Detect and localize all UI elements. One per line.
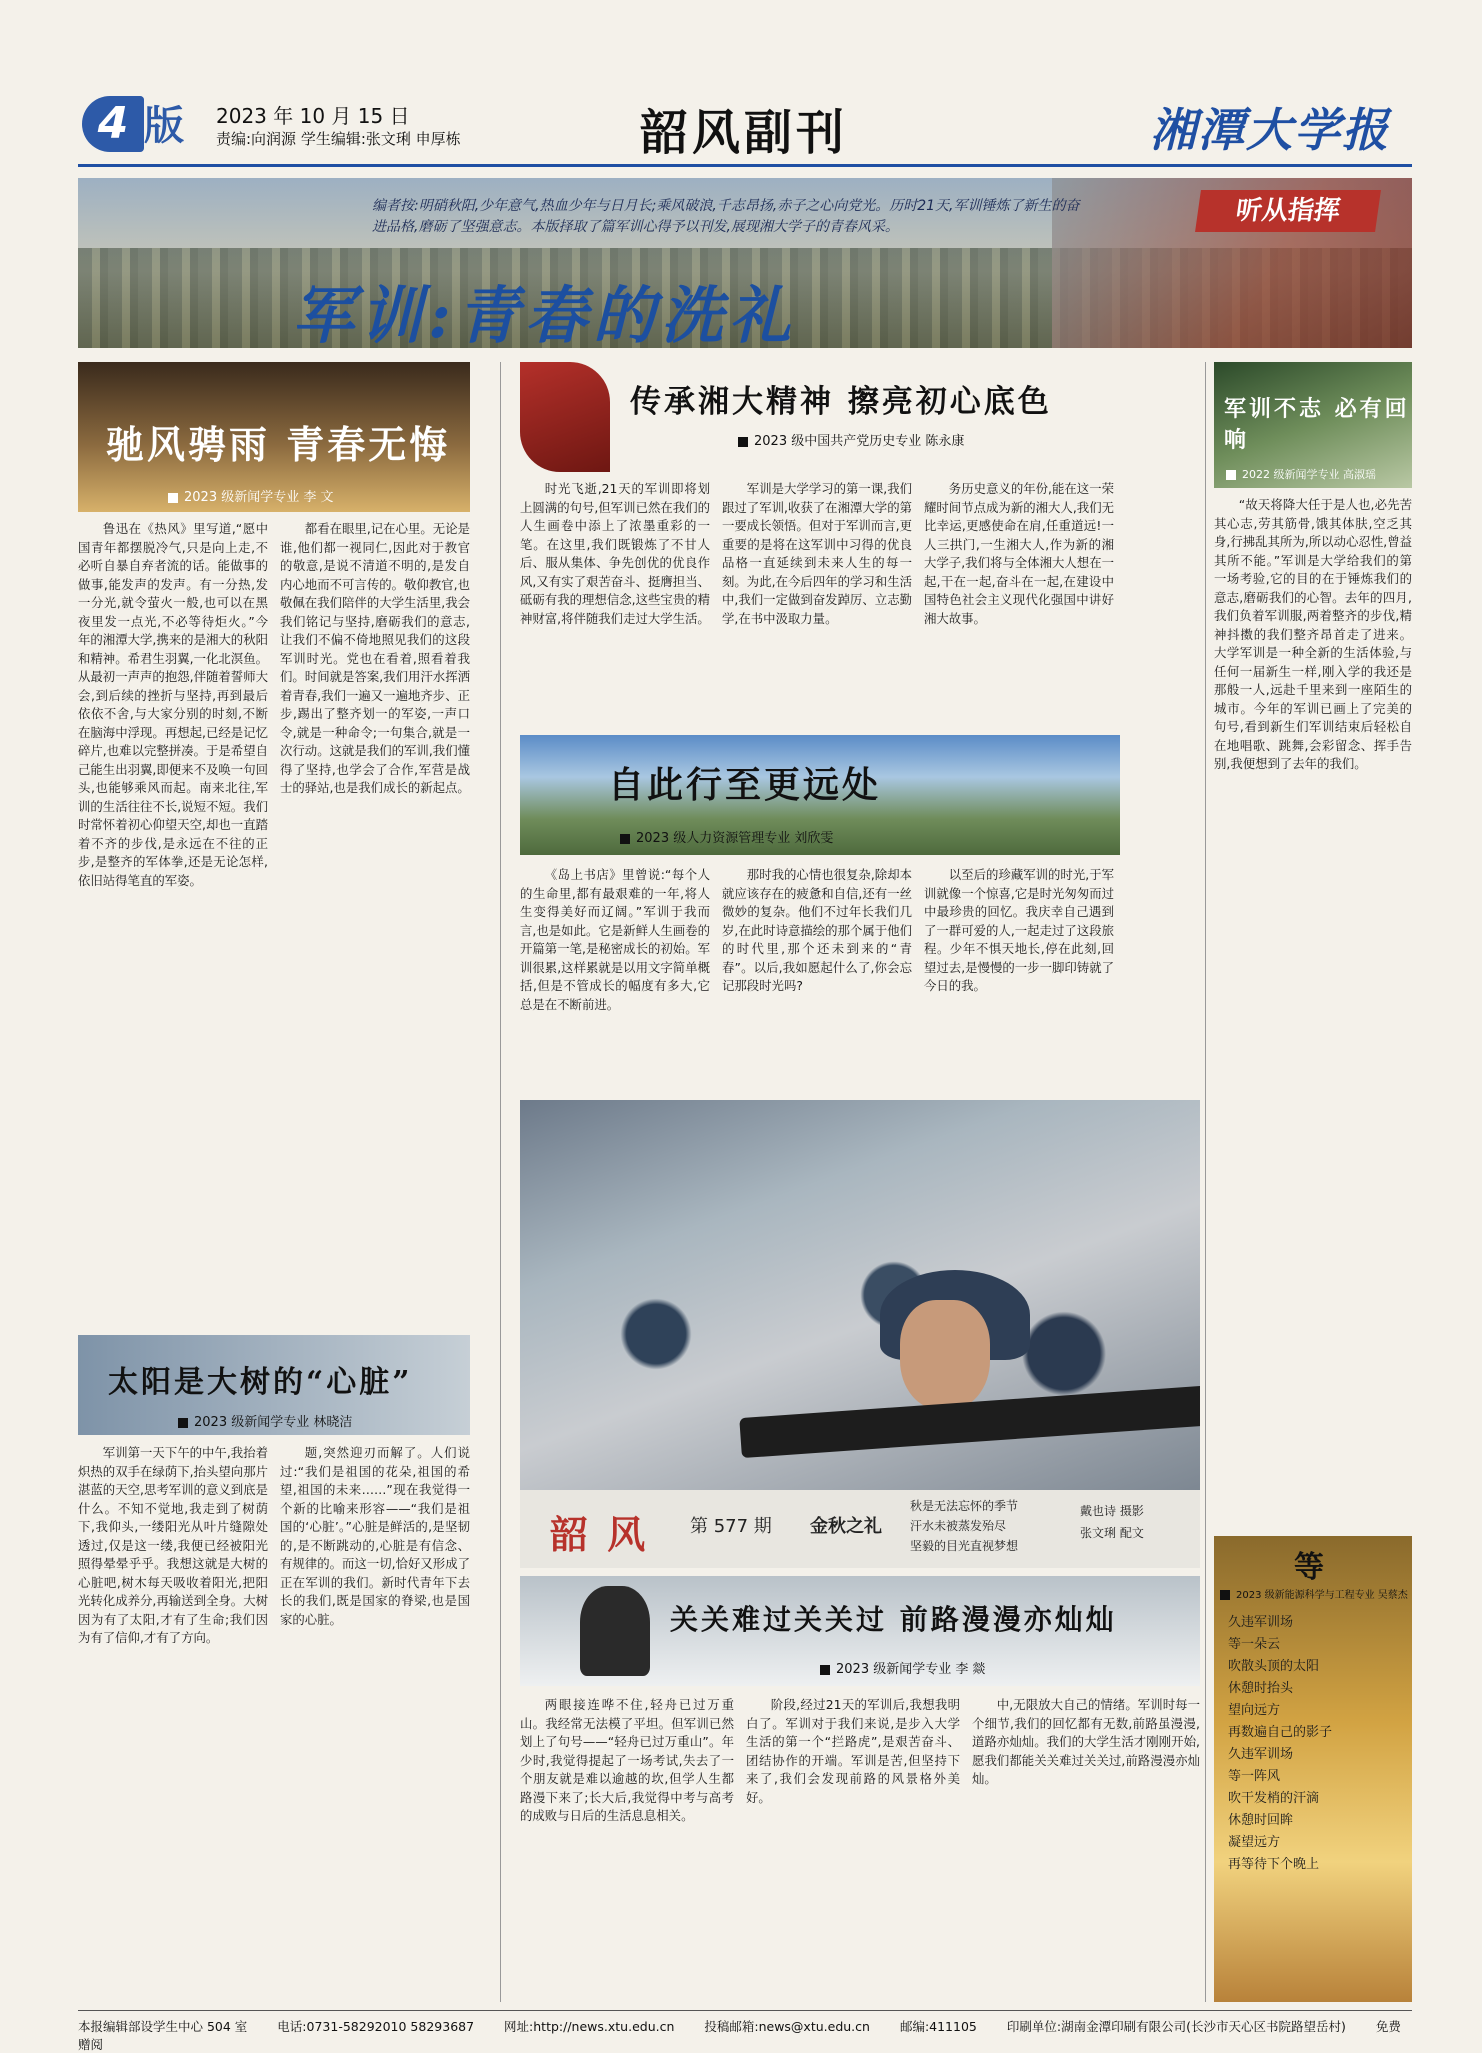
article4-title: 自此行至更远处 bbox=[608, 764, 882, 806]
article6-text: “故天将降大任于是人也,必先苦其心志,劳其筋骨,饿其体肤,空乏其身,行拂乱其所为,所以动心忍性,曾益其所不能。”军训是大学给我们的第一场考验,它的目的在于锤炼我们的意志,磨砺我们的心智。去年的四月,我们负着军训服,两着整齐的步伐,精神抖擞的我们整齐昂首走了进来。大学军训是一种全新的生活体验,与任何一届新生一样,刚入学的我还是那般一人,远赴千里来到一座陌生的城市。今年的军训已画上了完美的句号,看到新生们军训结束后轻松自在地唱歌、跳舞,会彩留念、挥手告别,我便想到了去年的我们。 bbox=[1214, 497, 1412, 771]
article1-byline bbox=[168, 486, 333, 505]
poem-line: 望向远方 bbox=[1228, 1703, 1281, 1718]
article5-text-3: 中,无限放大自己的情绪。军训时每一个细节,我们的回忆都有无数,前路虽漫漫,道路亦灿灿。我们的大学生活才刚刚开始,愿我们都能关关难过关关过,前路漫漫亦灿灿。 bbox=[972, 1697, 1200, 1786]
article5-column-3 bbox=[972, 1696, 1200, 2001]
poem-caption-bar bbox=[520, 1490, 1200, 1568]
poem-column-header: 韶 风 bbox=[550, 1512, 649, 1557]
poem-credits bbox=[1080, 1500, 1144, 1544]
poem-line: 休憩时抬头 bbox=[1228, 1681, 1294, 1696]
article4-column-1 bbox=[520, 866, 710, 1091]
article3-column-3 bbox=[924, 480, 1114, 725]
poem-line: 吹散头顶的太阳 bbox=[1228, 1659, 1320, 1674]
footer-office: 本报编辑部设学生中心 504 室 bbox=[78, 2019, 248, 2034]
article3-column-1 bbox=[520, 480, 710, 725]
poem-title: 金秋之礼 bbox=[810, 1516, 882, 1537]
article5-column-1 bbox=[520, 1696, 734, 2001]
article5-text-1: 两眼接连哗不住,轻舟已过万重山。我经常无法模了平坦。但军训已然划上了句号——“轻舟已过万重山”。年少时,我觉得提起了一场考试,失去了一个朋友就是难以逾越的坎,但学人生都路漫下来了;长大后,我觉得中考与高考的成败与日后的生活息息相关。 bbox=[520, 1697, 734, 1823]
page-number-badge: 4 bbox=[82, 96, 144, 152]
article6-byline bbox=[1226, 466, 1376, 482]
article5-header-image bbox=[520, 1576, 1200, 1686]
poem-line: 吹干发梢的汗滴 bbox=[1228, 1791, 1320, 1806]
page-title: 韶风副刊 bbox=[640, 105, 849, 161]
article6-title: 军训不志 必有回响 bbox=[1224, 396, 1410, 453]
article1-column-1 bbox=[78, 520, 268, 1320]
article7-poem-lines bbox=[1228, 1612, 1406, 1876]
footer-web-link[interactable]: 网址:http://news.xtu.edu.cn bbox=[504, 2019, 675, 2034]
article2-header-image bbox=[78, 1335, 470, 1435]
article1-text-2: 都看在眼里,记在心里。无论是谁,他们都一视同仁,因此对于教官的敬意,是说不清道不明的,是发自内心地而不可言传的。敬仰教官,也敬佩在我们陪伴的大学生活里,我会我们铭记与坚持,磨砺我们的意志,让我们不偏不倚地照见我们的这段军训时光。党也在看着,照看着我们。时间就是答案,我们用汗水挥洒着青春,我们一遍又一遍地齐步、正步,踢出了整齐划一的军姿,一声口令,就是一种命令;一句集合,就是一次行动。这就是我们的军训,我们懂得了坚持,也学会了合作,军营是战士的驿站,也是我们成长的新起点。 bbox=[280, 521, 470, 795]
article1-text-1: 鲁迅在《热风》里写道,“愿中国青年都摆脱冷气,只是向上走,不必听自暴自弃者流的话。能做事的做事,能发声的发声。有一分热,发一分光,就令萤火一般,也可以在黑夜里发一点光,不必等待炬火。”今年的湘潭大学,携来的是湘大的秋阳和精神。希君生羽翼,一化北溟鱼。从最初一声声的抱怨,伴随着誓师大会,到后续的挫折与坚持,再到最后依依不舍,与大家分别的时刻,不断在脑海中浮现。再想起,已经是记忆碎片,也难以完整拼凑。于是希望自己能生出羽翼,即便来不及唤一句回头,也能够乘风而起。南来北往,军训的生活往往不长,说短不短。我们时常怀着初心仰望天空,却也一直踏着不齐的步伐,是永远在不往的正步,是整齐的军体拳,还是无论怎样,依旧站得笔直的军姿。 bbox=[78, 521, 268, 888]
military-training-photo bbox=[520, 1100, 1200, 1490]
article2-byline-text: 2023 级新闻学专业 林晓洁 bbox=[194, 1415, 353, 1430]
article2-byline bbox=[178, 1411, 352, 1430]
photo-credit: 戴也诗 摄影 bbox=[1080, 1504, 1144, 1518]
newspaper-logo: 湘潭大学报 bbox=[1150, 103, 1390, 157]
header-rule bbox=[78, 164, 1412, 167]
poem-line: 等一朵云 bbox=[1228, 1637, 1281, 1652]
article2-column-1 bbox=[78, 1444, 268, 1999]
article4-byline-text: 2023 级人力资源管理专业 刘欣雯 bbox=[636, 831, 834, 846]
article6-header-image bbox=[1214, 362, 1412, 488]
poem-line: 凝望远方 bbox=[1228, 1835, 1281, 1850]
footer-email[interactable]: 投稿邮箱:news@xtu.edu.cn bbox=[704, 2019, 870, 2034]
article2-text-1: 军训第一天下午的中午,我抬着炽热的双手在绿荫下,抬头望向那片湛蓝的天空,思考军训的意义到底是什么。不知不觉地,我走到了树荫下,我仰头,一缕阳光从叶片缝隙处透过,仅是这一缕,我便已经被阳光照得晕晕乎乎。我想这就是大树的心脏吧,树木每天吸收着阳光,把阳光转化成养分,再输送到全身。大树因为有了太阳,才有了生命;我们因为有了信仰,才有了方向。 bbox=[78, 1445, 268, 1645]
footer-post: 邮编:411105 bbox=[899, 2019, 977, 2034]
article3-byline bbox=[738, 430, 964, 449]
footer bbox=[78, 2010, 1412, 2053]
article1-title: 驰风骋雨 青春无悔 bbox=[106, 422, 451, 467]
editors-line: 责编:向润源 学生编辑:张文琍 申厚栋 bbox=[216, 130, 461, 148]
poem-line: 休憩时回眸 bbox=[1228, 1813, 1294, 1828]
photo-student-face bbox=[900, 1300, 990, 1410]
poem-line: 等一阵风 bbox=[1228, 1769, 1281, 1784]
poem-line: 汗水未被蒸发殆尽 bbox=[910, 1519, 1007, 1533]
footer-printer: 印刷单位:湖南金潭印刷有限公司(长沙市天心区书院路望岳村) bbox=[1006, 2019, 1346, 2034]
article2-text-2: 题,突然迎刃而解了。人们说过:“我们是祖国的花朵,祖国的希望,祖国的未来……”现在我觉得一个新的比喻来形容——“我们是祖国的‘心脏’。”心脏是鲜活的,是坚韧的,是不断跳动的,心脏是有信念、有规律的。而这一切,恰好又形成了正在军训的我们。新时代青年下去长的我们,既是国家的脊梁,也是国家的心脏。 bbox=[280, 1445, 470, 1627]
poem-line: 久违军训场 bbox=[1228, 1747, 1294, 1762]
article2-column-2 bbox=[280, 1444, 470, 1999]
article5-title: 关关难过关关过 前路漫漫亦灿灿 bbox=[670, 1603, 1117, 1636]
footer-phone: 电话:0731-58292010 58293687 bbox=[277, 2019, 475, 2034]
footer-free: 免费赠阅 bbox=[78, 2019, 1401, 2052]
banner-title: 军训:青春的洗礼 bbox=[292, 279, 797, 352]
article2-title: 太阳是大树的“心脏” bbox=[108, 1365, 413, 1400]
article4-column-3 bbox=[924, 866, 1114, 1091]
poem-line: 坚毅的目光直视梦想 bbox=[910, 1539, 1019, 1553]
article3-text-3: 务历史意义的年份,能在这一荣耀时间节点成为新的湘大人,我们无比幸运,更感使命在肩,任重道远!一人三拱门,一生湘大人,作为新的湘大学子,我们将与全体湘大人想在一起,干在一起,奋斗在一起,在建设中国特色社会主义现代化强国中讲好湘大故事。 bbox=[924, 481, 1114, 626]
article7-poem-panel bbox=[1214, 1536, 1412, 2002]
article7-byline bbox=[1220, 1586, 1408, 1601]
poem-lines bbox=[910, 1496, 1018, 1556]
poem-issue: 第 577 期 bbox=[690, 1516, 772, 1537]
article4-text-3: 以至后的珍藏军训的时光,于军训就像一个惊喜,它是时光匆匆而过中最珍贵的回忆。我庆幸自己遇到了一群可爱的人,一起走过了这段旅程。少年不惧天地长,停在此刻,回望过去,是慢慢的一步一脚印铸就了今日的我。 bbox=[924, 867, 1114, 993]
poem-line: 再等待下个晚上 bbox=[1228, 1857, 1320, 1872]
article3-text-2: 军训是大学学习的第一课,我们跟过了军训,收获了在湘潭大学的第一要成长领悟。但对于军训而言,更重要的是将在这军训中习得的优良品格一直延续到未来人生的每一刻。为此,在今后四年的学习和生活中,我们一定做到奋发踔厉、立志勤学,在书中汲取力量。 bbox=[722, 481, 912, 626]
poem-line: 秋是无法忘怀的季节 bbox=[910, 1499, 1019, 1513]
article3-header-image bbox=[520, 362, 610, 472]
article7-byline-text: 2023 级新能源科学与工程专业 吴蔡杰 bbox=[1236, 1590, 1408, 1601]
text-credit: 张文琍 配文 bbox=[1080, 1526, 1144, 1540]
editor-note: 编者按:明硝秋阳,少年意气,热血少年与日月长;乘风破浪,千志昂扬,赤子之心向党光。历时21天,军训锤炼了新生的奋进品格,磨砺了坚强意志。本版择取了篇军训心得予以刊发,展现湘大学子的青春风采。 bbox=[372, 198, 1080, 235]
column-divider bbox=[1205, 362, 1206, 2002]
article3-byline-text: 2023 级中国共产党历史专业 陈永康 bbox=[754, 434, 965, 449]
banner-sign: 听从指挥 bbox=[1195, 190, 1381, 232]
article6-byline-text: 2022 级新闻学专业 高淑瑶 bbox=[1242, 468, 1376, 481]
article4-column-2 bbox=[722, 866, 912, 1091]
article7-title: 等 bbox=[1294, 1550, 1327, 1585]
article6-column bbox=[1214, 496, 1412, 1516]
article1-header-image bbox=[78, 362, 470, 512]
article3-column-2 bbox=[722, 480, 912, 725]
article1-column-2 bbox=[280, 520, 470, 1320]
issue-date: 2023 年 10 月 15 日 bbox=[216, 104, 410, 128]
poem-line: 久违军训场 bbox=[1228, 1615, 1294, 1630]
article4-byline bbox=[620, 827, 833, 846]
article4-text-2: 那时我的心情也很复杂,除却本就应该存在的疲惫和自信,还有一丝微妙的复杂。他们不过年长我们几岁,在此时诗意描绘的那个属于他们的时代里,那个还未到来的“青春”。以后,我如愿起什么了,你会忘记那段时光吗? bbox=[722, 867, 912, 993]
article5-byline-text: 2023 级新闻学专业 李 燚 bbox=[836, 1662, 986, 1677]
article3-text-1: 时光飞逝,21天的军训即将划上圆满的句号,但军训已然在我们的人生画卷中添上了浓墨重彩的一笔。在这里,我们既锻炼了不甘人后、服从集体、争先创优的优良作风,又有实了艰苦奋斗、挺膺担当、砥砺有我的理想信念,这些宝贵的精神财富,将伴随我们走过大学生活。 bbox=[520, 481, 710, 626]
poem-line: 再数遍自己的影子 bbox=[1228, 1725, 1333, 1740]
article4-text-1: 《岛上书店》里曾说:“每个人的生命里,都有最艰难的一年,将人生变得美好而辽阔。”军训于我而言,也是如此。它是新鲜人生画卷的开篇第一笔,是秘密成长的初始。军训很累,这样累就是以用文字简单概括,但是不管成长的幅度有多大,它总是在不断前进。 bbox=[520, 867, 710, 1012]
article5-byline bbox=[820, 1658, 985, 1677]
article3-title: 传承湘大精神 擦亮初心底色 bbox=[630, 384, 1052, 420]
article5-runner-silhouette bbox=[580, 1586, 650, 1676]
article1-byline-text: 2023 级新闻学专业 李 文 bbox=[184, 490, 334, 505]
article5-text-2: 阶段,经过21天的军训后,我想我明白了。军训对于我们来说,是步入大学生活的第一个“拦路虎”,是艰苦奋斗、团结协作的开端。军训是苦,但坚持下来了,我们会发现前路的风景格外美好。 bbox=[746, 1697, 960, 1805]
column-divider bbox=[500, 362, 501, 2002]
article5-column-2 bbox=[746, 1696, 960, 2001]
page-number-word: 版 bbox=[144, 103, 184, 149]
article4-header-image bbox=[520, 735, 1120, 855]
